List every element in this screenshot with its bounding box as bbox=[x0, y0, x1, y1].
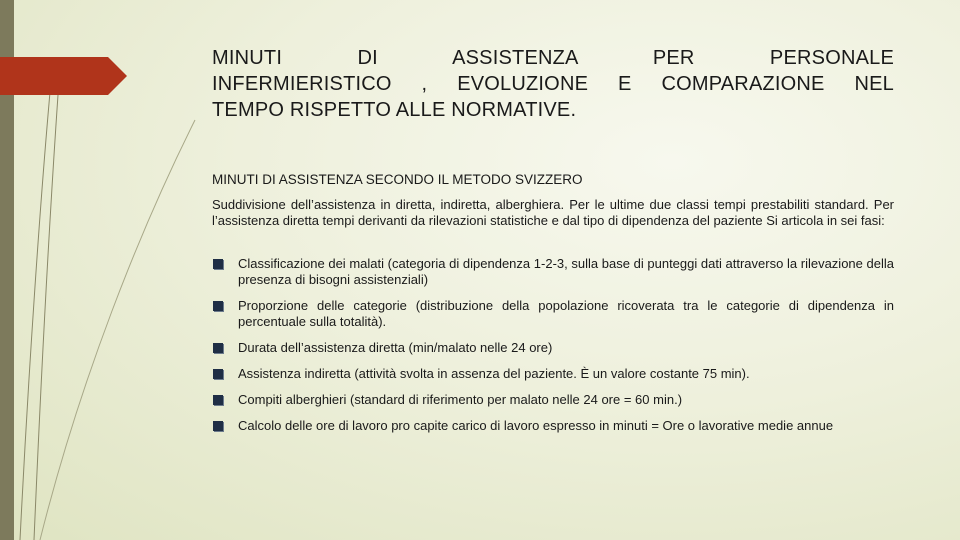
square-bullet-icon bbox=[213, 259, 223, 269]
intro-paragraph: Suddivisione dell’assistenza in diretta, indiretta, alberghiera. Per le ultime due classi tempi prestabiliti standard. Per l’assistenza diretta tempi derivanti da rilevazioni statistiche e dal tipo di dipendenza del paziente Si articola in sei fasi: bbox=[212, 197, 894, 228]
phase-list bbox=[212, 256, 894, 444]
list-item-text: Calcolo delle ore di lavoro pro capite carico di lavoro espresso in minuti = Ore o lavorative medie annue bbox=[238, 418, 834, 433]
list-item bbox=[212, 366, 894, 382]
list-item-text: Proporzione delle categorie (distribuzione della popolazione ricoverata tra le categorie di dipendenza in percentuale sulla totalità). bbox=[238, 298, 894, 329]
list-item-text: Classificazione dei malati (categoria di dipendenza 1-2-3, sulla base di punteggi dati attraverso la rilevazione della presenza di bisogni assistenziali) bbox=[238, 256, 894, 287]
list-item bbox=[212, 418, 894, 434]
list-item-text: Compiti alberghieri (standard di riferimento per malato nelle 24 ore = 60 min.) bbox=[238, 392, 683, 407]
square-bullet-icon bbox=[213, 301, 223, 311]
title-line: INFERMIERISTICO , EVOLUZIONE E COMPARAZIONE NEL bbox=[212, 73, 894, 95]
section-subheading: MINUTI DI ASSISTENZA SECONDO IL METODO SVIZZERO bbox=[212, 172, 583, 187]
list-item bbox=[212, 256, 894, 288]
list-item bbox=[212, 392, 894, 408]
square-bullet-icon bbox=[213, 395, 223, 405]
slide-title bbox=[212, 45, 894, 123]
accent-arrow bbox=[0, 57, 127, 95]
list-item bbox=[212, 298, 894, 330]
square-bullet-icon bbox=[213, 369, 223, 379]
title-line: TEMPO RISPETTO ALLE NORMATIVE. bbox=[212, 99, 577, 121]
square-bullet-icon bbox=[213, 343, 223, 353]
title-line: MINUTI DI ASSISTENZA PER PERSONALE bbox=[212, 47, 894, 69]
square-bullet-icon bbox=[213, 421, 223, 431]
list-item-text: Assistenza indiretta (attività svolta in assenza del paziente. È un valore costante 75 min). bbox=[238, 366, 750, 381]
list-item bbox=[212, 340, 894, 356]
list-item-text: Durata dell’assistenza diretta (min/malato nelle 24 ore) bbox=[238, 340, 553, 355]
